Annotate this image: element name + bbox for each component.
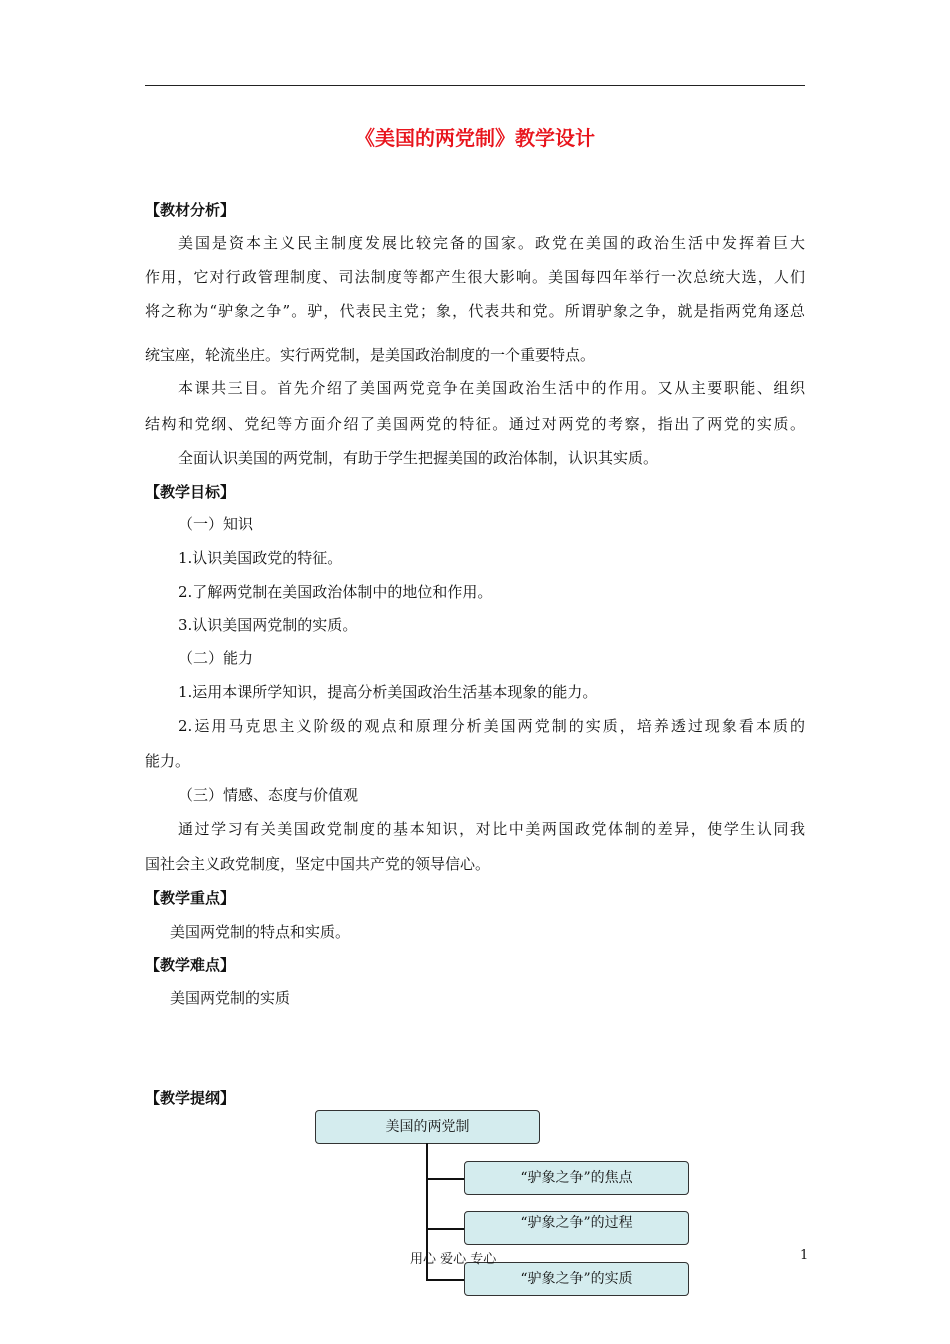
difficulty-text: 美国两党制的实质 [170,989,291,1007]
outline-root-box: 美国的两党制 [315,1110,540,1144]
goals-knowledge-label: （一）知识 [178,515,254,533]
analysis-p2-line1: 本课共三目。首先介绍了美国两党竞争在美国政治生活中的作用。又从主要职能、组织 [178,379,805,397]
goals-knowledge-item-3: 3.认识美国两党制的实质。 [178,616,358,634]
goals-values-label: （三）情感、态度与价值观 [178,786,359,804]
outline-child-box-2: “驴象之争”的过程 [464,1211,689,1245]
heading-analysis: 【教材分析】 [145,201,236,219]
goals-knowledge-item-1: 1.认识美国政党的特征。 [178,549,343,567]
outline-child-box-1: “驴象之争”的焦点 [464,1161,689,1195]
heading-outline: 【教学提纲】 [145,1089,236,1107]
analysis-p1-line3: 将之称为“驴象之争”。驴，代表民主党；象，代表共和党。所谓驴象之争，就是指两党角逐总 [145,302,805,320]
footer-text: 用心 爱心 专心 [410,1252,497,1267]
outline-child-box-3: “驴象之争”的实质 [464,1262,689,1296]
key-text: 美国两党制的特点和实质。 [170,923,351,941]
goals-knowledge-item-2: 2.了解两党制在美国政治体制中的地位和作用。 [178,583,493,601]
goals-ability-item-2: 2.运用马克思主义阶级的观点和原理分析美国两党制的实质，培养透过现象看本质的 [178,717,805,735]
analysis-p3: 全面认识美国的两党制，有助于学生把握美国的政治体制，认识其实质。 [178,449,659,467]
outline-branch-line-2 [426,1228,464,1230]
heading-difficulty: 【教学难点】 [145,956,236,974]
analysis-p1-line2: 作用，它对行政管理制度、司法制度等都产生很大影响。美国每四年举行一次总统大选，人们 [145,268,805,286]
document-title: 《美国的两党制》教学设计 [355,126,595,150]
header-rule [145,85,805,86]
heading-key: 【教学重点】 [145,889,236,907]
analysis-p1-line1: 美国是资本主义民主制度发展比较完备的国家。政党在美国的政治生活中发挥着巨大 [178,234,805,252]
goals-ability-item-1: 1.运用本课所学知识，提高分析美国政治生活基本现象的能力。 [178,683,598,701]
outline-branch-line-3 [426,1279,464,1281]
outline-branch-line-1 [426,1178,464,1180]
goals-ability-label: （二）能力 [178,649,254,667]
analysis-p2-line2: 结构和党纲、党纪等方面介绍了美国两党的特征。通过对两党的考察，指出了两党的实质。 [145,415,805,433]
heading-goals: 【教学目标】 [145,483,236,501]
analysis-p1-line4: 统宝座，轮流坐庄。实行两党制，是美国政治制度的一个重要特点。 [145,346,596,364]
page-number: 1 [800,1248,809,1263]
goals-values-line2: 国社会主义政党制度，坚定中国共产党的领导信心。 [145,855,491,873]
goals-ability-cont: 能力。 [145,752,191,770]
goals-values-line1: 通过学习有关美国政党制度的基本知识，对比中美两国政党体制的差异，使学生认同我 [178,820,805,838]
